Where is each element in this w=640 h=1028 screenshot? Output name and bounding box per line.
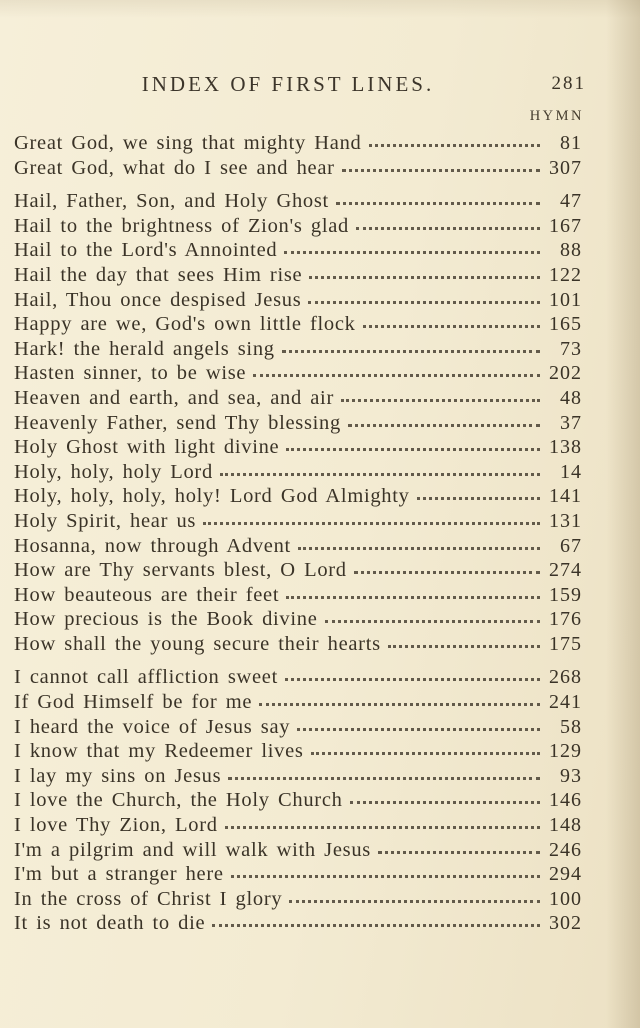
entry-first-line: I heard the voice of Jesus say xyxy=(14,715,291,738)
entry-first-line: How shall the young secure their hearts xyxy=(14,632,381,655)
entry-first-line: I'm a pilgrim and will walk with Jesus xyxy=(14,838,371,861)
entry-hymn-number: 131 xyxy=(549,509,582,532)
index-entry xyxy=(14,558,582,583)
index-entry xyxy=(14,411,582,436)
entry-first-line: Happy are we, God's own little flock xyxy=(14,313,356,336)
entry-hymn-number: 81 xyxy=(560,132,582,154)
entry-first-line: Hail the day that sees Him rise xyxy=(14,263,303,286)
entry-first-line: Holy, holy, holy Lord xyxy=(14,460,213,483)
entry-first-line: Great God, what do I see and hear xyxy=(14,156,335,179)
entry-first-line: Heavenly Father, send Thy blessing xyxy=(14,411,341,434)
index-entry xyxy=(14,911,582,936)
entry-hymn-number: 246 xyxy=(549,838,582,861)
index-entry xyxy=(14,534,582,559)
entry-first-line: Great God, we sing that mighty Hand xyxy=(14,132,362,154)
entry-first-line: I cannot call affliction sweet xyxy=(14,666,278,689)
index-entry xyxy=(14,690,582,715)
entry-first-line: I love Thy Zion, Lord xyxy=(14,814,218,837)
dot-leader xyxy=(308,301,540,304)
index-entry xyxy=(14,312,582,337)
index-entry xyxy=(14,813,582,838)
index-entry xyxy=(14,715,582,740)
dot-leader xyxy=(259,703,540,706)
entry-hymn-number: 307 xyxy=(549,156,582,179)
entry-first-line: Hasten sinner, to be wise xyxy=(14,362,247,385)
index-entry xyxy=(14,361,582,386)
index-entry xyxy=(14,288,582,313)
dot-leader xyxy=(417,497,540,500)
index-list xyxy=(14,131,582,936)
dot-leader xyxy=(350,801,540,804)
index-entry xyxy=(14,739,582,764)
dot-leader xyxy=(203,522,540,525)
index-entry xyxy=(14,607,582,632)
entry-first-line: In the cross of Christ I glory xyxy=(14,887,283,910)
entry-first-line: Hosanna, now through Advent xyxy=(14,534,291,557)
entry-hymn-number: 67 xyxy=(560,534,582,557)
entry-hymn-number: 274 xyxy=(549,559,582,582)
dot-leader xyxy=(220,473,540,476)
dot-leader xyxy=(212,924,540,927)
entry-first-line: Hark! the herald angels sing xyxy=(14,337,275,360)
index-entry xyxy=(14,386,582,411)
entry-first-line: Holy, holy, holy, holy! Lord God Almighty xyxy=(14,485,410,508)
entry-hymn-number: 88 xyxy=(560,239,582,262)
entry-first-line: I lay my sins on Jesus xyxy=(14,764,222,787)
index-section xyxy=(14,665,582,936)
dot-leader xyxy=(225,826,540,829)
entry-hymn-number: 241 xyxy=(549,691,582,714)
index-entry xyxy=(14,583,582,608)
index-entry xyxy=(14,189,582,214)
entry-first-line: Heaven and earth, and sea, and air xyxy=(14,386,334,409)
entry-hymn-number: 302 xyxy=(549,912,582,935)
index-entry xyxy=(14,214,582,239)
dot-leader xyxy=(231,875,540,878)
dot-leader xyxy=(309,276,540,279)
dot-leader xyxy=(336,202,540,205)
dot-leader xyxy=(341,399,540,402)
entry-first-line: How are Thy servants blest, O Lord xyxy=(14,559,347,582)
index-entry xyxy=(14,632,582,657)
entry-first-line: Hail to the Lord's Annointed xyxy=(14,239,278,262)
entry-first-line: How beauteous are their feet xyxy=(14,583,280,606)
dot-leader xyxy=(285,678,540,681)
index-entry xyxy=(14,435,582,460)
dot-leader xyxy=(378,851,540,854)
dot-leader xyxy=(228,777,540,780)
entry-hymn-number: 129 xyxy=(549,740,582,763)
dot-leader xyxy=(253,374,540,377)
entry-hymn-number: 165 xyxy=(549,313,582,336)
page-title: INDEX OF FIRST LINES. xyxy=(141,72,435,96)
dot-leader xyxy=(297,728,540,731)
page-number: 281 xyxy=(551,73,586,94)
entry-hymn-number: 37 xyxy=(560,411,582,434)
entry-hymn-number: 138 xyxy=(549,436,582,459)
hymn-column-header: HYMN xyxy=(529,108,584,124)
dot-leader xyxy=(342,169,540,172)
entry-first-line: Hail, Father, Son, and Holy Ghost xyxy=(14,190,329,213)
entry-first-line: I love the Church, the Holy Church xyxy=(14,789,343,812)
entry-first-line: I know that my Redeemer lives xyxy=(14,740,304,763)
entry-first-line: Hail to the brightness of Zion's glad xyxy=(14,214,349,237)
entry-hymn-number: 14 xyxy=(560,460,582,483)
index-entry xyxy=(14,337,582,362)
entry-hymn-number: 48 xyxy=(560,386,582,409)
page-header xyxy=(14,68,586,104)
dot-leader xyxy=(282,350,540,353)
entry-hymn-number: 159 xyxy=(549,583,582,606)
entry-first-line: It is not death to die xyxy=(14,912,206,935)
index-entry xyxy=(14,460,582,485)
entry-hymn-number: 93 xyxy=(560,764,582,787)
entry-hymn-number: 58 xyxy=(560,715,582,738)
entry-hymn-number: 47 xyxy=(560,190,582,213)
dot-leader xyxy=(354,571,540,574)
index-entry xyxy=(14,788,582,813)
index-entry xyxy=(14,263,582,288)
entry-hymn-number: 100 xyxy=(549,887,582,910)
dot-leader xyxy=(348,424,540,427)
entry-hymn-number: 122 xyxy=(549,263,582,286)
entry-hymn-number: 175 xyxy=(549,632,582,655)
entry-first-line: Holy Ghost with light divine xyxy=(14,436,280,459)
dot-leader xyxy=(311,752,540,755)
index-entry xyxy=(14,764,582,789)
index-entry xyxy=(14,131,582,156)
index-entry xyxy=(14,838,582,863)
index-section xyxy=(14,131,582,180)
entry-first-line: I'm but a stranger here xyxy=(14,863,224,886)
entry-first-line: How precious is the Book divine xyxy=(14,608,318,631)
index-entry xyxy=(14,862,582,887)
dot-leader xyxy=(289,900,540,903)
entry-hymn-number: 294 xyxy=(549,863,582,886)
entry-hymn-number: 167 xyxy=(549,214,582,237)
dot-leader xyxy=(286,448,540,451)
entry-hymn-number: 141 xyxy=(549,485,582,508)
index-entry xyxy=(14,484,582,509)
entry-hymn-number: 176 xyxy=(549,608,582,631)
entry-hymn-number: 73 xyxy=(560,337,582,360)
dot-leader xyxy=(325,620,540,623)
entry-first-line: Hail, Thou once despised Jesus xyxy=(14,288,302,311)
dot-leader xyxy=(286,596,540,599)
index-entry xyxy=(14,665,582,690)
dot-leader xyxy=(363,325,540,328)
entry-hymn-number: 202 xyxy=(549,362,582,385)
dot-leader xyxy=(284,251,540,254)
dot-leader xyxy=(356,227,540,230)
dot-leader xyxy=(369,144,540,147)
index-entry xyxy=(14,509,582,534)
entry-hymn-number: 101 xyxy=(549,288,582,311)
dot-leader xyxy=(298,547,540,550)
index-entry xyxy=(14,156,582,181)
entry-first-line: Holy Spirit, hear us xyxy=(14,509,197,532)
index-entry xyxy=(14,887,582,912)
dot-leader xyxy=(388,645,540,648)
entry-hymn-number: 148 xyxy=(549,814,582,837)
index-entry xyxy=(14,238,582,263)
entry-first-line: If God Himself be for me xyxy=(14,691,253,714)
index-section xyxy=(14,189,582,656)
entry-hymn-number: 268 xyxy=(549,666,582,689)
entry-hymn-number: 146 xyxy=(549,789,582,812)
